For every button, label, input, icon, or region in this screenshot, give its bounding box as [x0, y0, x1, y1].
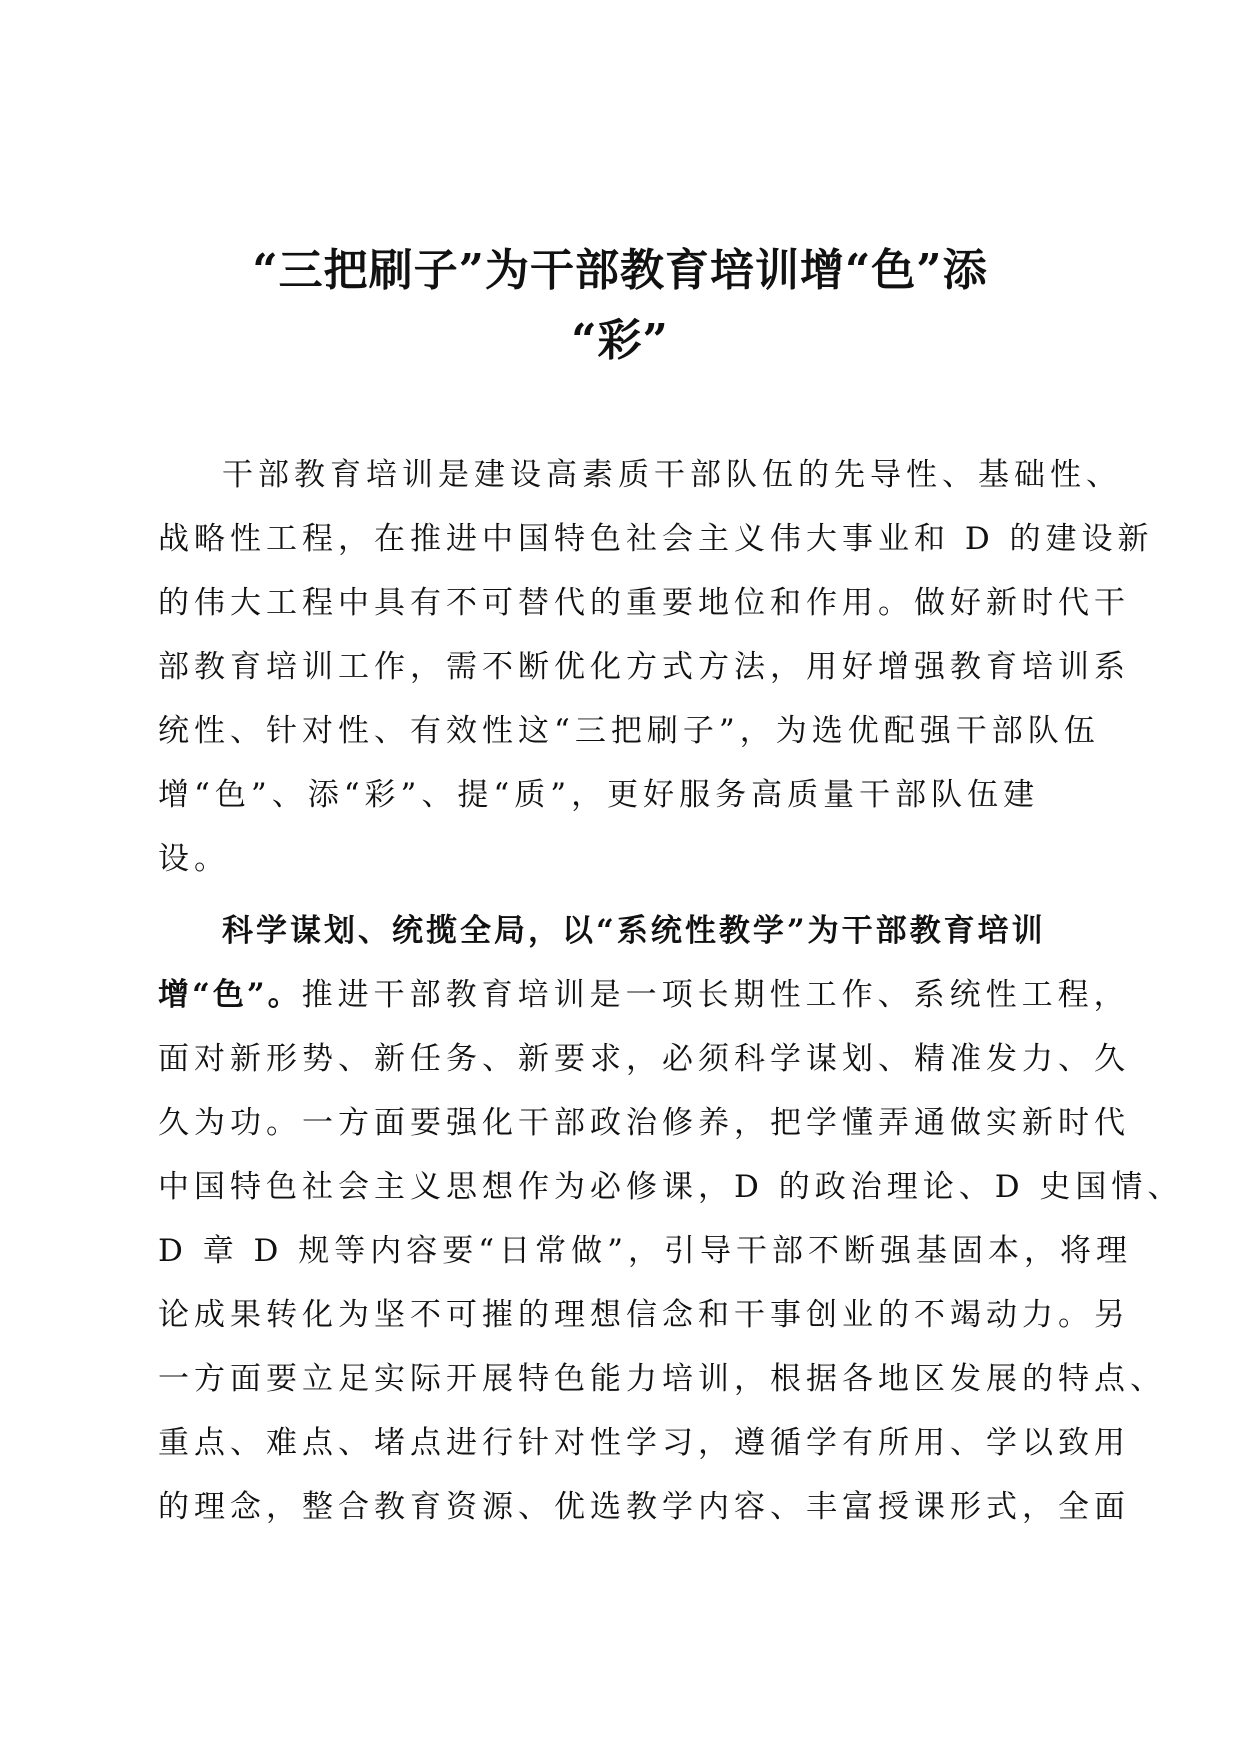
- paragraph-2-line-7: 论成果转化为坚不可摧的理想信念和干事创业的不竭动力。另: [158, 1297, 1130, 1333]
- paragraph-2-line-2: [158, 963, 1130, 1027]
- paragraph-2-line-10: 的理念，整合教育资源、优选教学内容、丰富授课形式，全面: [158, 1489, 1130, 1525]
- paragraph-1-line-2: 战略性工程，在推进中国特色社会主义伟大事业和 D 的建设新: [158, 521, 1154, 557]
- paragraph-1-line-6: 增“色”、添“彩”、提“质”，更好服务高质量干部队伍建: [158, 777, 1040, 813]
- paragraph-1-line-1: 干部教育培训是建设高素质干部队伍的先导性、基础性、: [222, 457, 1122, 493]
- paragraph-2-line-5: 中国特色社会主义思想作为必修课，D 的政治理论、D 史国情、: [158, 1169, 1184, 1205]
- paragraph-2-line-8: 一方面要立足实际开展特色能力培训，根据各地区发展的特点、: [158, 1361, 1166, 1397]
- paragraph-2-line-4: 久为功。一方面要强化干部政治修养，把学懂弄通做实新时代: [158, 1105, 1130, 1141]
- title-line-2: “彩”: [571, 315, 669, 366]
- paragraph-2-line-9: 重点、难点、堵点进行针对性学习，遵循学有所用、学以致用: [158, 1425, 1130, 1461]
- paragraph-2-line-3: 面对新形势、新任务、新要求，必须科学谋划、精准发力、久: [158, 1041, 1130, 1077]
- paragraph-2-heading-line-1: 科学谋划、统揽全局，以“系统性教学”为干部教育培训: [222, 913, 1046, 949]
- document-body: [158, 443, 1184, 1539]
- paragraph-1-line-7: 设。: [158, 841, 230, 877]
- paragraph-1-line-5: 统性、针对性、有效性这“三把刷子”，为选优配强干部队伍: [158, 713, 1100, 749]
- paragraph-2-line-6: D 章 D 规等内容要“日常做”，引导干部不断强基固本，将理: [158, 1233, 1132, 1269]
- document-title: [150, 236, 1090, 376]
- paragraph-1-line-3: 的伟大工程中具有不可替代的重要地位和作用。做好新时代干: [158, 585, 1130, 621]
- paragraph-1-line-4: 部教育培训工作，需不断优化方式方法，用好增强教育培训系: [158, 649, 1130, 685]
- title-line-1: “三把刷子”为干部教育培训增“色”添: [252, 245, 988, 296]
- paragraph-2-heading-line-2: 增“色”。: [158, 977, 302, 1013]
- paragraph-2-line-2-rest: 推进干部教育培训是一项长期性工作、系统性工程，: [301, 977, 1130, 1013]
